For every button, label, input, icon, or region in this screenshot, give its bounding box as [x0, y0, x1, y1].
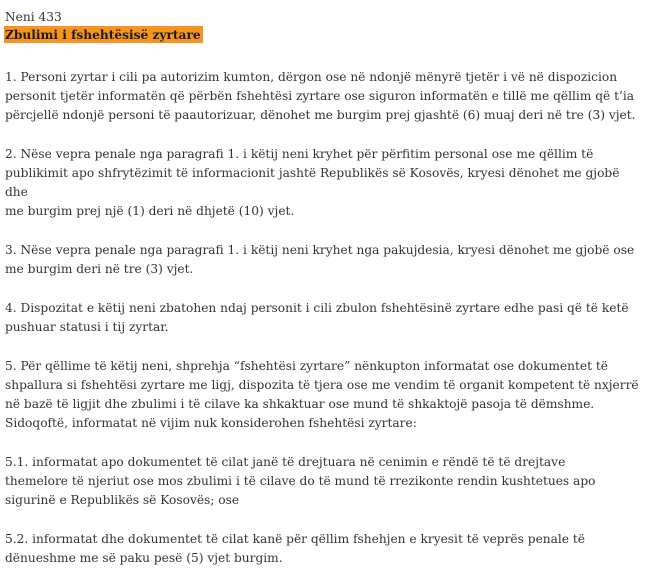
article-heading: Zbulimi i fshehtësisë zyrtare [5, 28, 201, 42]
paragraph-1: 1. Personi zyrtar i cili pa autorizim kumton, dërgon ose në ndonjë mënyrë tjetër i vë në dispozicion personit tjetër informatën që përbën fshehtësi zyrtare ose siguron informatën e tillë me qëllim që t’ia përcjellë ndonjë personi të paautorizuar, dënohet me burgim prej gjashtë (6) muaj deri në tre (3) vjet. [5, 70, 636, 122]
paragraph-4: 4. Dispozitat e këtij neni zbatohen ndaj personit i cili zbulon fshehtësinë zyrtare edhe pasi që të ketë pushuar statusi i tij zyrtar. [5, 301, 629, 334]
paragraph-2: 2. Nëse vepra penale nga paragrafi 1. i këtij neni kryhet për përfitim personal ose me qëllim të publikimit apo shfrytëzimit të informacionit jashtë Republikës së Kosovës, kryesi dënohet me gjobë dhe me burgim prej një (1) deri në dhjetë (10) vjet. [5, 147, 620, 218]
paragraph-5-2: 5.2. informatat dhe dokumentet të cilat kanë për qëllim fshehjen e kryesit të veprës penale të dënueshme me së paku pesë (5) vjet burgim. [5, 532, 585, 565]
paragraph-5: 5. Për qëllime të këtij neni, shprehja “fshehtësi zyrtare” nënkupton informatat ose dokumentet të shpallura si fshehtësi zyrtare me ligj, dispozita të tjera ose me vendim të organit kompetent të nxjerrë në bazë të ligjit dhe zbulimi i të cilave ka shkaktuar ose mund të shkaktojë pasoja të dëmshme. Sidoqoftë, informatat në vijim nuk konsiderohen fshehtësi zyrtare: [5, 359, 639, 430]
article-number: Neni 433 [5, 10, 62, 24]
paragraph-3: 3. Nëse vepra penale nga paragrafi 1. i këtij neni kryhet nga pakujdesia, kryesi dënohet me gjobë ose me burgim deri në tre (3) vjet. [5, 243, 635, 276]
paragraph-5-1: 5.1. informatat apo dokumentet të cilat janë të drejtuara në cenimin e rëndë të të drejtave themelore të njeriut ose mos zbulimi i të cilave do të mund të rrezikonte rendin kushtetues apo sigurinë e Republikës së Kosovës; ose [5, 455, 596, 507]
